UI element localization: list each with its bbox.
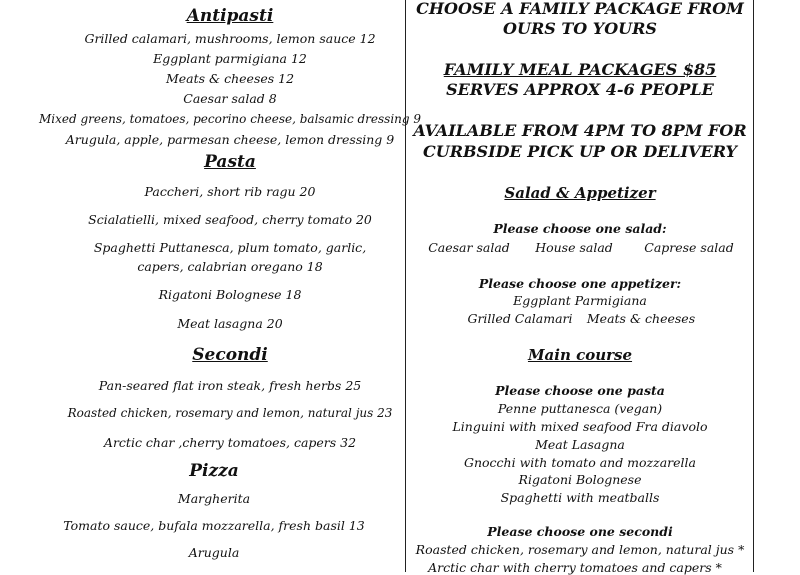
section-heading-pasta: Pasta xyxy=(204,152,256,172)
pasta-option: Rigatoni Bolognese xyxy=(518,472,642,487)
menu-item: Eggplant parmigiana 12 xyxy=(153,51,307,66)
salad-option: Caesar salad xyxy=(428,240,510,255)
availability-line: CURBSIDE PICK UP OR DELIVERY xyxy=(423,142,737,161)
pasta-option: Meat Lasagna xyxy=(535,437,625,452)
package-title: FAMILY MEAL PACKAGES $85 xyxy=(443,60,717,79)
section-heading-main-course: Main course xyxy=(527,346,633,364)
section-heading-antipasti: Antipasti xyxy=(186,6,274,26)
menu-item: Spaghetti Puttanesca, plum tomato, garlic, xyxy=(93,240,367,255)
pasta-option: Gnocchi with tomato and mozzarella xyxy=(463,455,697,470)
menu-item: Roasted chicken, rosemary and lemon, natural jus 23 xyxy=(67,406,393,420)
appetizer-option: Meats & cheeses xyxy=(586,311,696,326)
menu-item: Meats & cheeses 12 xyxy=(165,71,295,86)
menu-item: Grilled calamari, mushrooms, lemon sauce 12 xyxy=(84,31,376,46)
pasta-option: Spaghetti with meatballs xyxy=(500,490,660,505)
menu-item: Paccheri, short rib ragu 20 xyxy=(144,184,316,199)
menu-item: Meat lasagna 20 xyxy=(177,316,283,331)
section-heading-secondi: Secondi xyxy=(192,345,268,365)
menu-item: Tomato sauce, bufala mozzarella, fresh basil 13 xyxy=(63,518,365,533)
menu-item: Scialatielli, mixed seafood, cherry tomato 20 xyxy=(88,212,372,227)
appetizer-option: Eggplant Parmigiana xyxy=(513,293,647,308)
secondi-option: Arctic char with cherry tomatoes and capers * xyxy=(428,560,722,575)
secondi-option: Roasted chicken, rosemary and lemon, natural jus * xyxy=(415,542,745,557)
section-heading-salad-appetizer: Salad & Appetizer xyxy=(504,184,656,202)
menu-item: capers, calabrian oregano 18 xyxy=(137,259,323,274)
menu-item: Arugula xyxy=(188,545,240,560)
menu-item: Mixed greens, tomatoes, pecorino cheese, balsamic dressing 9 xyxy=(38,112,422,126)
salad-option: Caprese salad xyxy=(644,240,734,255)
secondi-prompt: Please choose one secondi xyxy=(487,524,673,539)
menu-item: Arctic char ,cherry tomatoes, capers 32 xyxy=(103,435,357,450)
menu-item: Margherita xyxy=(177,491,251,506)
pasta-prompt: Please choose one pasta xyxy=(495,383,665,398)
pasta-option: Penne puttanesca (vegan) xyxy=(497,401,663,416)
pasta-option: Linguini with mixed seafood Fra diavolo xyxy=(452,419,708,434)
menu-item: Pan-seared flat iron steak, fresh herbs 25 xyxy=(98,378,362,393)
intro-line: CHOOSE A FAMILY PACKAGE FROM xyxy=(416,0,744,18)
menu-item: Arugula, apple, parmesan cheese, lemon dressing 9 xyxy=(65,132,395,147)
availability-line: AVAILABLE FROM 4PM TO 8PM FOR xyxy=(413,121,747,140)
menu-item: Rigatoni Bolognese 18 xyxy=(158,287,302,302)
appetizer-prompt: Please choose one appetizer: xyxy=(478,276,682,291)
section-heading-pizza: Pizza xyxy=(189,461,239,481)
salad-prompt: Please choose one salad: xyxy=(493,221,667,236)
menu-item: Caesar salad 8 xyxy=(183,91,277,106)
serves-note: SERVES APPROX 4-6 PEOPLE xyxy=(446,80,714,99)
salad-option: House salad xyxy=(535,240,613,255)
appetizer-option: Grilled Calamari xyxy=(467,311,573,326)
intro-line: OURS TO YOURS xyxy=(503,19,657,38)
